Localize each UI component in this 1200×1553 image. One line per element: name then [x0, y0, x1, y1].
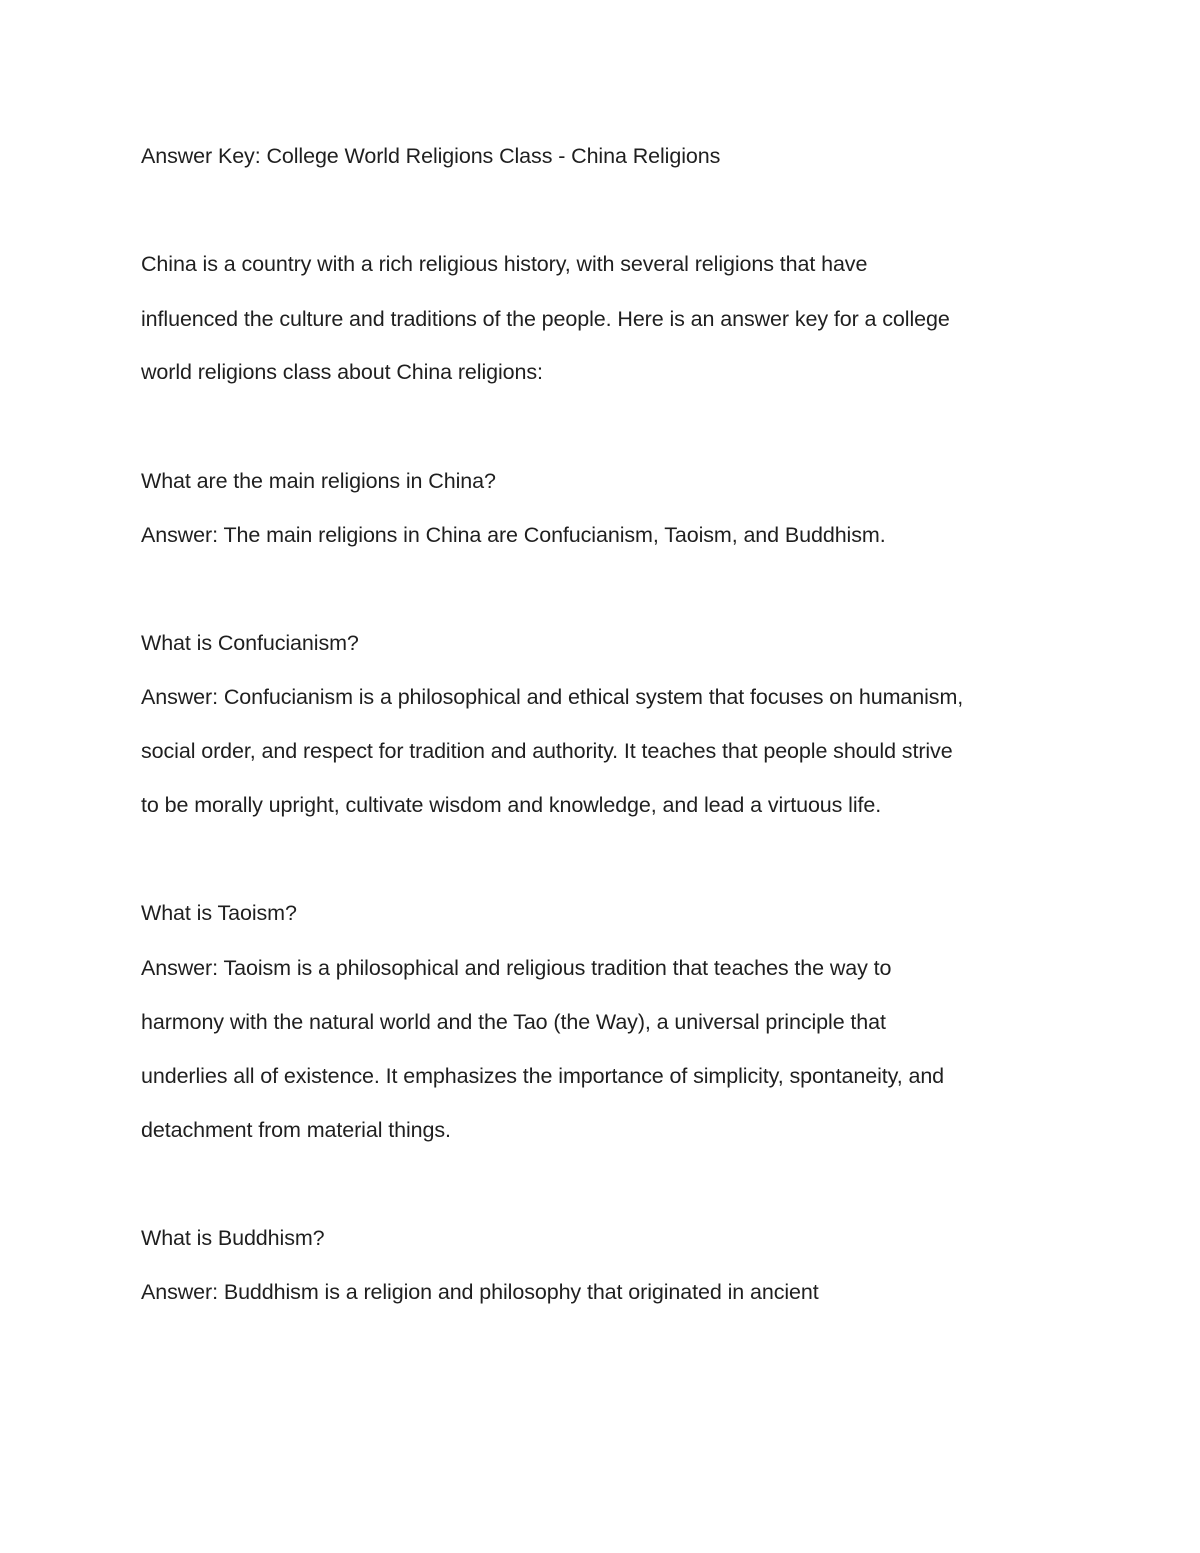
- answer-line: Answer: Confucianism is a philosophical and ethical system that focuses on humanism,: [141, 685, 964, 709]
- question-confucianism: What is Confucianism?: [141, 631, 359, 655]
- intro-line: China is a country with a rich religious history, with several religions that have: [141, 252, 868, 276]
- answer-line: Answer: The main religions in China are Confucianism, Taoism, and Buddhism.: [141, 523, 886, 547]
- answer-line: social order, and respect for tradition and authority. It teaches that people should strive: [141, 739, 953, 763]
- answer-line: Answer: Taoism is a philosophical and religious tradition that teaches the way to: [141, 956, 892, 980]
- answer-line: to be morally upright, cultivate wisdom and knowledge, and lead a virtuous life.: [141, 793, 882, 817]
- intro-line: world religions class about China religions:: [141, 360, 543, 384]
- intro-line: influenced the culture and traditions of the people. Here is an answer key for a college: [141, 307, 950, 331]
- answer-line: harmony with the natural world and the Tao (the Way), a universal principle that: [141, 1010, 886, 1034]
- answer-line: Answer: Buddhism is a religion and philosophy that originated in ancient: [141, 1280, 819, 1304]
- question-main-religions: What are the main religions in China?: [141, 469, 496, 493]
- answer-line: detachment from material things.: [141, 1118, 451, 1142]
- document-title: Answer Key: College World Religions Class - China Religions: [141, 144, 721, 168]
- answer-line: underlies all of existence. It emphasizes the importance of simplicity, spontaneity, and: [141, 1064, 945, 1088]
- question-taoism: What is Taoism?: [141, 901, 297, 925]
- question-buddhism: What is Buddhism?: [141, 1226, 325, 1250]
